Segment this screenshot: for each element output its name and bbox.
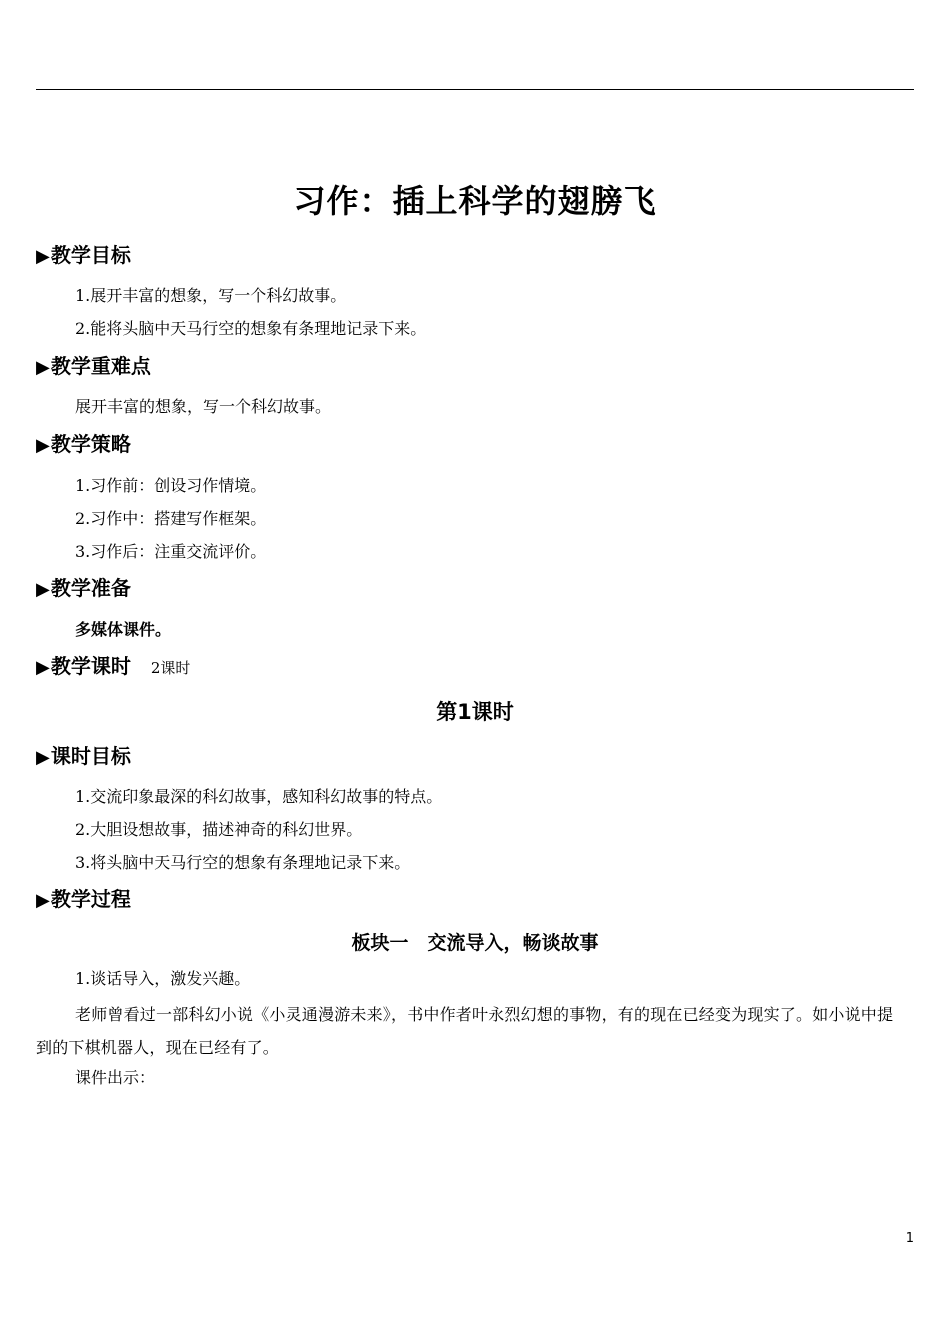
lesson-title: 第1课时	[436, 700, 514, 724]
section-heading-lesson-goals	[36, 742, 131, 772]
section-heading-goals	[36, 241, 131, 271]
goal-item-2: 2.能将头脑中天马行空的想象有条理地记录下来。	[75, 319, 427, 338]
strategy-item-3: 3.习作后：注重交流评价。	[75, 542, 267, 561]
triangle-marker-icon: ▶	[36, 246, 50, 267]
heading-text: 教学过程	[50, 887, 131, 911]
intro-paragraph: 老师曾看过一部科幻小说《小灵通漫游未来》，书中作者叶永烈幻想的事物，有的现在已经变为现实了。如小说中提到的下棋机器人，现在已经有了。	[36, 1005, 894, 1057]
section-heading-preparation	[36, 574, 131, 604]
key-point-item-1: 展开丰富的想象，写一个科幻故事。	[75, 397, 332, 416]
section-heading-periods	[36, 652, 190, 682]
section-heading-key-points	[36, 352, 151, 382]
section-heading-strategy	[36, 430, 131, 460]
triangle-marker-icon: ▶	[36, 747, 50, 768]
section-heading-process	[36, 885, 131, 915]
strategy-item-2: 2.习作中：搭建写作框架。	[75, 509, 267, 528]
periods-value: 2课时	[150, 659, 191, 677]
strategy-item-1: 1.习作前：创设习作情境。	[75, 476, 267, 495]
lesson-goal-item-3: 3.将头脑中天马行空的想象有条理地记录下来。	[75, 853, 411, 872]
page-number: 1	[905, 1231, 914, 1246]
triangle-marker-icon: ▶	[36, 657, 50, 678]
block-title: 板块一 交流导入，畅谈故事	[351, 932, 599, 954]
header-rule	[36, 89, 914, 90]
goal-item-1: 1.展开丰富的想象，写一个科幻故事。	[75, 286, 347, 305]
page-title: 习作：插上科学的翅膀飞	[293, 182, 657, 220]
preparation-item-1: 多媒体课件。	[75, 620, 172, 639]
lesson-goal-item-1: 1.交流印象最深的科幻故事，感知科幻故事的特点。	[75, 787, 443, 806]
triangle-marker-icon: ▶	[36, 435, 50, 456]
triangle-marker-icon: ▶	[36, 579, 50, 600]
lesson-goal-item-2: 2.大胆设想故事，描述神奇的科幻世界。	[75, 820, 363, 839]
heading-text: 教学课时	[50, 654, 131, 678]
heading-text: 教学目标	[50, 243, 131, 267]
triangle-marker-icon: ▶	[36, 890, 50, 911]
heading-text: 教学准备	[50, 576, 131, 600]
courseware-label: 课件出示：	[75, 1068, 156, 1087]
triangle-marker-icon: ▶	[36, 357, 50, 378]
heading-text: 教学策略	[50, 432, 131, 456]
heading-text: 课时目标	[50, 744, 131, 768]
heading-text: 教学重难点	[50, 354, 151, 378]
process-step-1: 1.谈话导入，激发兴趣。	[75, 969, 251, 988]
